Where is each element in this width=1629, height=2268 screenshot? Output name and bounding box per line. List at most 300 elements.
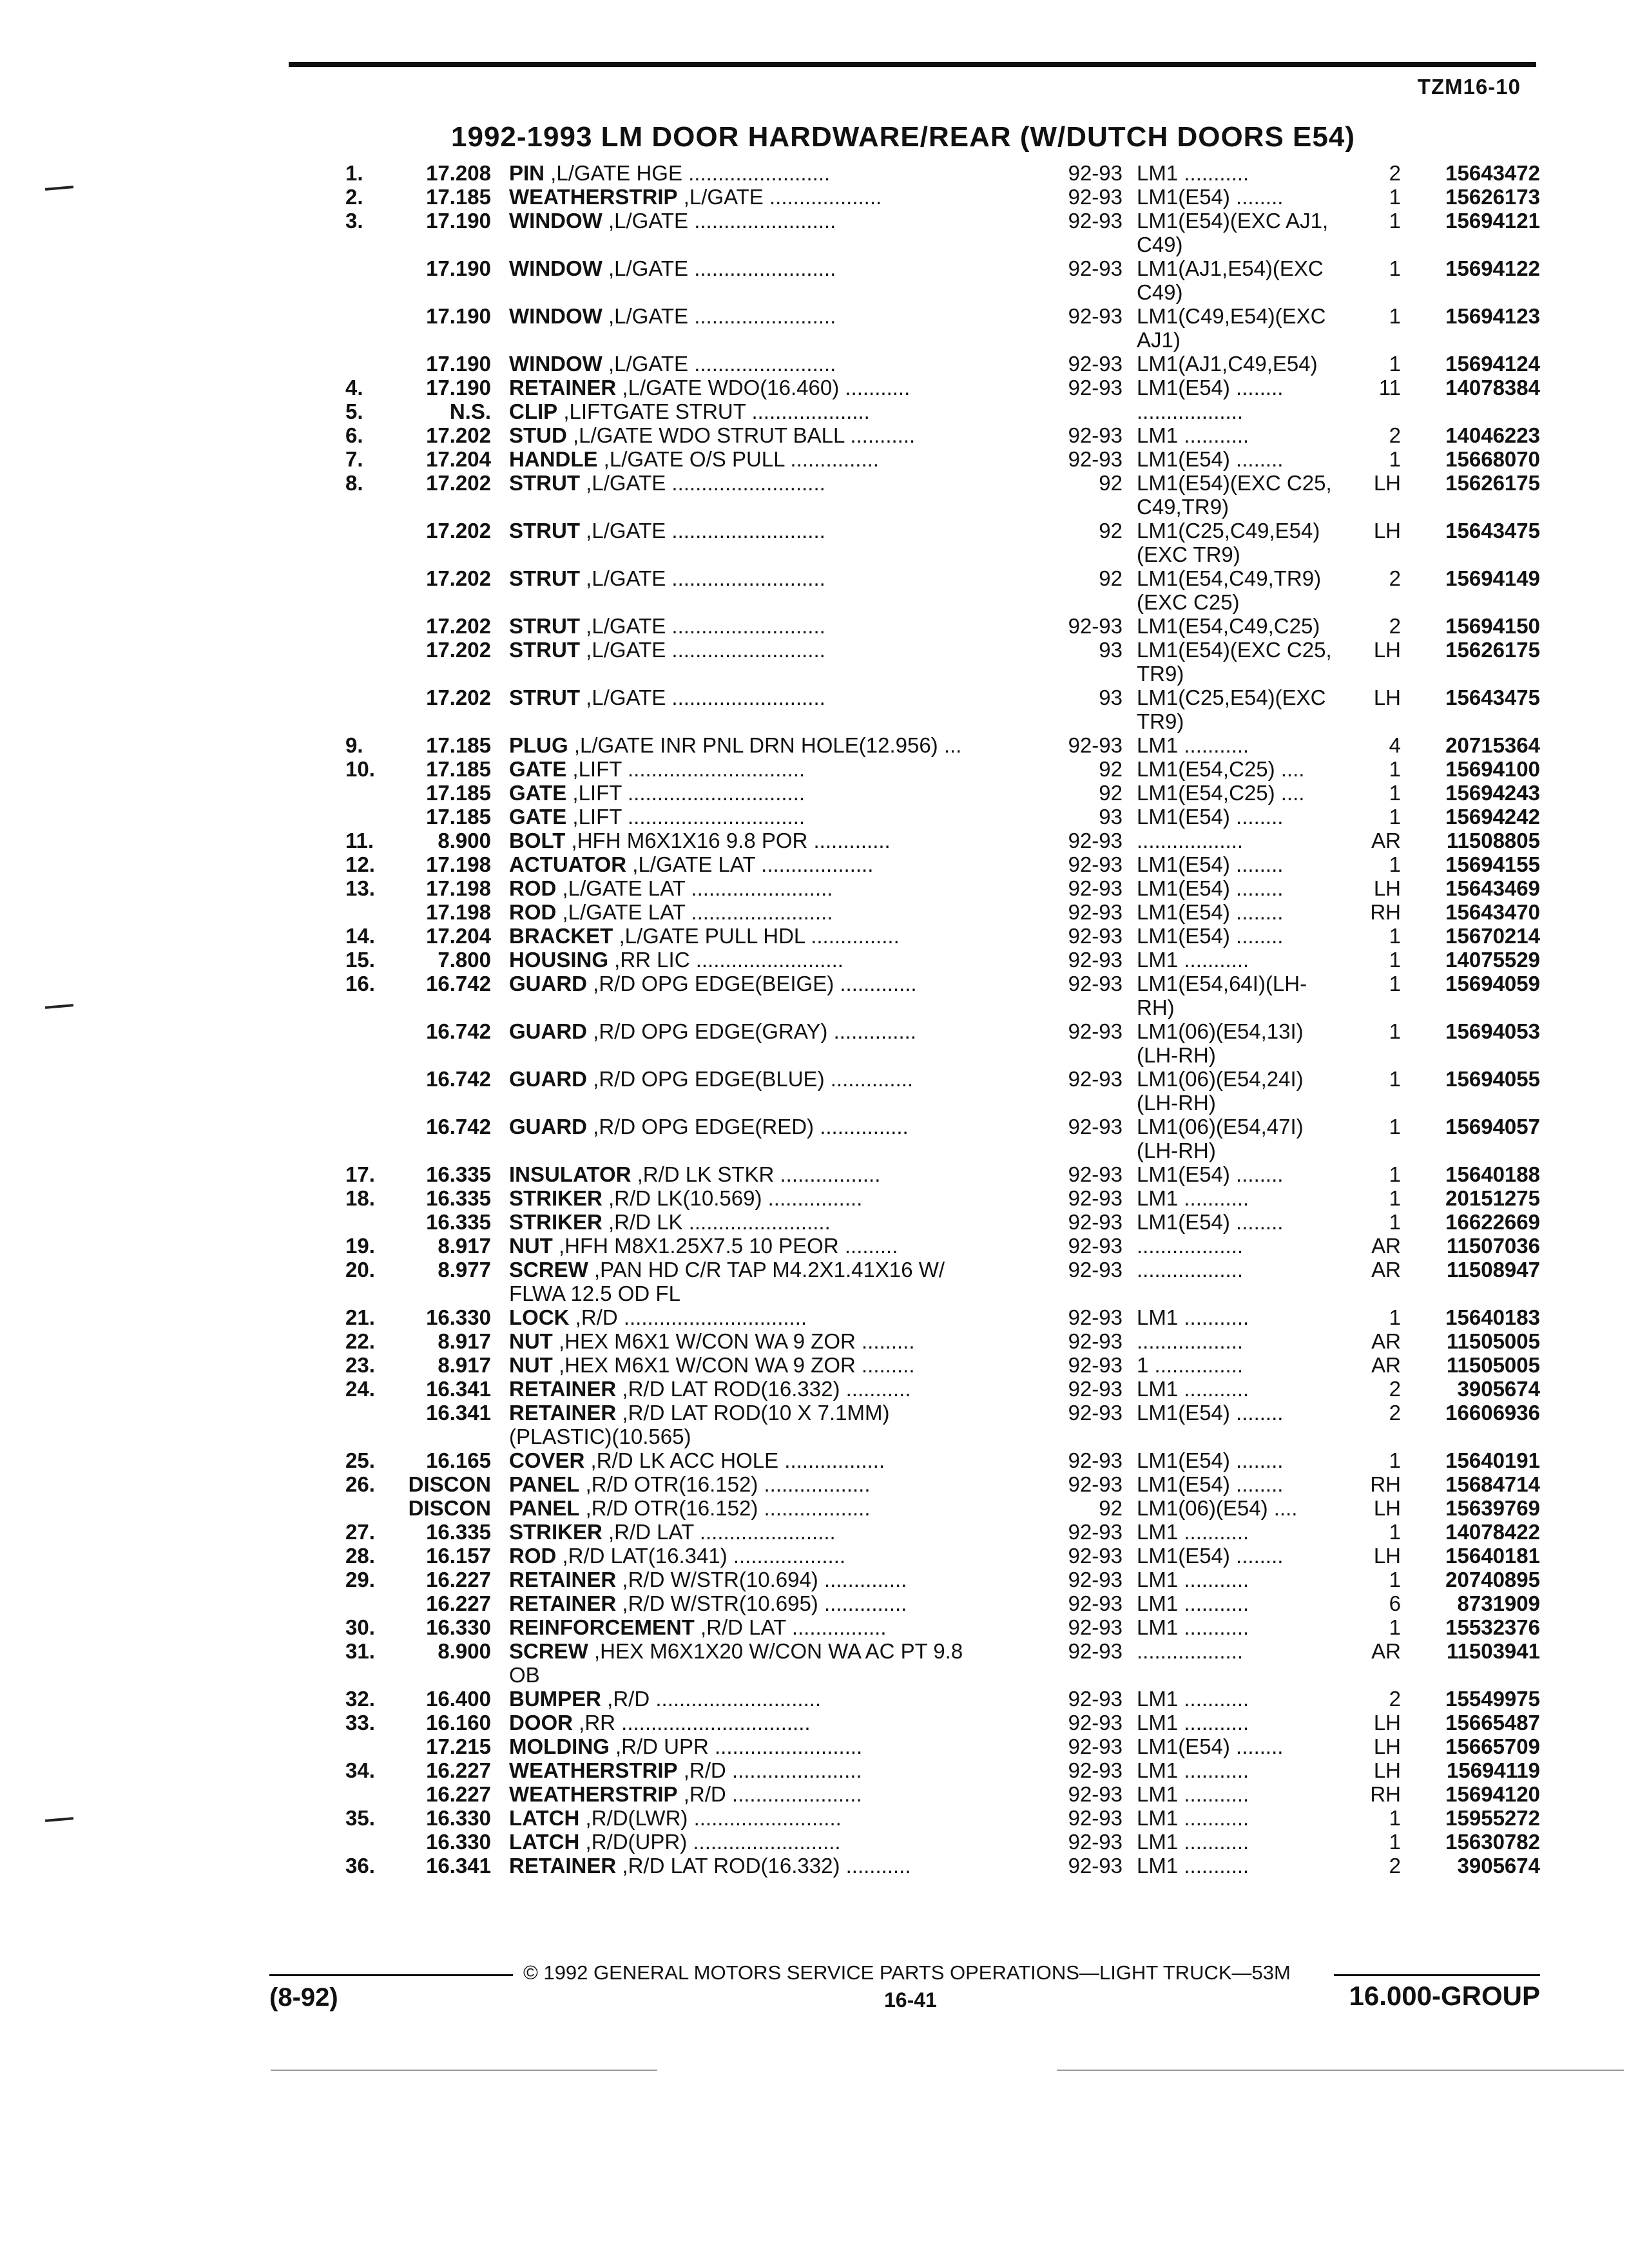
description	[509, 1496, 1025, 1520]
item-number: 27.	[345, 1520, 375, 1544]
part-name: ROD	[509, 876, 557, 900]
part-name: GATE	[509, 757, 567, 781]
description	[509, 1735, 1025, 1758]
part-number: 15668070	[1445, 447, 1540, 471]
item-number: 2.	[345, 185, 363, 209]
group-number-cell: 17.185	[426, 805, 491, 829]
continuation-line: OB	[509, 1663, 540, 1687]
part-number: 15694123	[1445, 304, 1540, 328]
model-year: 92-93	[1068, 352, 1123, 376]
part-number: 15694053	[1445, 1019, 1540, 1043]
part-number: 15630782	[1445, 1830, 1540, 1854]
continuation-line: (EXC C25)	[1137, 590, 1240, 614]
model-year: 92-93	[1068, 1305, 1123, 1329]
model-year: 92	[1099, 781, 1123, 805]
item-number: 36.	[345, 1854, 375, 1878]
model-year: 92-93	[1068, 1854, 1123, 1878]
group-number-cell: 16.227	[426, 1568, 491, 1591]
part-detail: ,R/D LK STKR .................	[631, 1162, 881, 1186]
part-detail: ,LIFTGATE STRUT ....................	[557, 399, 870, 423]
model-year: 92-93	[1068, 1830, 1123, 1854]
model-usage: LM1(E54,C49,TR9)	[1137, 566, 1322, 590]
model-year: 92	[1099, 471, 1123, 495]
item-number: 3.	[345, 209, 363, 233]
model-usage: LM1(06)(E54) ....	[1137, 1496, 1298, 1520]
part-name: PLUG	[509, 733, 568, 757]
quantity: LH	[1373, 1711, 1401, 1735]
quantity: 1	[1389, 1305, 1401, 1329]
group-number-cell: 16.742	[426, 972, 491, 995]
group-number-cell: 17.202	[426, 614, 491, 638]
part-name: REINFORCEMENT	[509, 1615, 695, 1639]
part-name: RETAINER	[509, 1568, 617, 1591]
part-detail: ,L/GATE ........................	[602, 352, 836, 376]
part-name: WINDOW	[509, 352, 602, 376]
quantity: LH	[1373, 1758, 1401, 1782]
group-number-cell: 17.185	[426, 185, 491, 209]
group-number-cell: DISCON	[408, 1472, 491, 1496]
page-code: TZM16-10	[1417, 75, 1521, 99]
part-name: STRUT	[509, 471, 580, 495]
quantity: 1	[1389, 1615, 1401, 1639]
model-usage: LM1(E54) ........	[1137, 447, 1284, 471]
part-name: RETAINER	[509, 376, 617, 399]
part-name: PANEL	[509, 1472, 580, 1496]
group-number-cell: 16.335	[426, 1162, 491, 1186]
description	[509, 686, 1025, 709]
part-name: WEATHERSTRIP	[509, 185, 678, 209]
quantity: RH	[1370, 1472, 1401, 1496]
model-usage: LM1(E54) ........	[1137, 852, 1284, 876]
model-year: 92-93	[1068, 924, 1123, 948]
group-number-cell: 8.900	[438, 829, 491, 852]
model-usage: LM1 ...........	[1137, 1711, 1249, 1735]
group-number-cell: 16.341	[426, 1401, 491, 1425]
continuation-line: C49)	[1137, 280, 1183, 304]
item-number: 33.	[345, 1711, 375, 1735]
description	[509, 1448, 1025, 1472]
description	[509, 1353, 1025, 1377]
group-number-cell: 17.202	[426, 566, 491, 590]
model-year: 92-93	[1068, 1758, 1123, 1782]
quantity: 1	[1389, 757, 1401, 781]
model-usage: LM1(E54)(EXC C25,	[1137, 471, 1332, 495]
part-name: RETAINER	[509, 1854, 617, 1878]
continuation-line: AJ1)	[1137, 328, 1181, 352]
model-year: 92-93	[1068, 1186, 1123, 1210]
part-detail: ,LIFT ..............................	[566, 805, 805, 829]
model-year: 92-93	[1068, 1568, 1123, 1591]
model-usage: LM1(E54) ........	[1137, 185, 1284, 209]
item-number: 29.	[345, 1568, 375, 1591]
description	[509, 781, 1025, 805]
group-number: 16.000-GROUP	[1349, 1981, 1540, 2011]
part-name: HANDLE	[509, 447, 598, 471]
model-usage: LM1(AJ1,E54)(EXC	[1137, 256, 1324, 280]
continuation-line: (LH-RH)	[1137, 1043, 1216, 1067]
group-number-cell: 16.227	[426, 1758, 491, 1782]
group-number-cell: 17.202	[426, 686, 491, 709]
model-usage: LM1(E54) ........	[1137, 1162, 1284, 1186]
quantity: 1	[1389, 1067, 1401, 1091]
part-detail: ,L/GATE ........................	[602, 256, 836, 280]
model-year: 92-93	[1068, 1162, 1123, 1186]
part-name: GUARD	[509, 972, 587, 995]
model-usage: LM1 ...........	[1137, 1377, 1249, 1401]
part-detail: ,R/D ...............................	[569, 1305, 807, 1329]
page-title: 1992-1993 LM DOOR HARDWARE/REAR (W/DUTCH DOORS E54)	[451, 121, 1355, 153]
model-year: 92-93	[1068, 376, 1123, 399]
part-detail: ,R/D W/STR(10.694) ..............	[616, 1568, 907, 1591]
part-name: COVER	[509, 1448, 585, 1472]
model-usage: LM1(E54,64I)(LH-	[1137, 972, 1307, 995]
part-detail: ,RR ................................	[573, 1711, 811, 1735]
part-number: 14078422	[1445, 1520, 1540, 1544]
part-name: SCREW	[509, 1639, 588, 1663]
part-name: GUARD	[509, 1067, 587, 1091]
group-number-cell: 17.202	[426, 519, 491, 543]
part-detail: ,R/D LAT ................	[694, 1615, 887, 1639]
model-year: 92-93	[1068, 304, 1123, 328]
model-usage: LM1 ...........	[1137, 733, 1249, 757]
part-number: 16622669	[1445, 1210, 1540, 1234]
item-number: 25.	[345, 1448, 375, 1472]
quantity: 2	[1389, 423, 1401, 447]
part-number: 15643470	[1445, 900, 1540, 924]
scan-artifact-line	[1057, 2070, 1624, 2071]
description	[509, 1162, 1025, 1186]
continuation-line: C49,TR9)	[1137, 495, 1229, 519]
description	[509, 209, 1025, 233]
part-name: HOUSING	[509, 948, 609, 972]
part-name: RETAINER	[509, 1377, 617, 1401]
part-detail: ,LIFT ..............................	[566, 757, 805, 781]
quantity: AR	[1371, 1639, 1401, 1663]
model-usage: LM1 ...........	[1137, 161, 1249, 185]
part-detail: ,R/D(UPR) .........................	[579, 1830, 841, 1854]
quantity: 1	[1389, 1520, 1401, 1544]
part-number: 15670214	[1445, 924, 1540, 948]
description	[509, 1329, 1025, 1353]
group-number-cell: DISCON	[408, 1496, 491, 1520]
continuation-line: (PLASTIC)(10.565)	[509, 1425, 691, 1448]
part-number: 15626175	[1445, 638, 1540, 662]
part-number: 15694120	[1445, 1782, 1540, 1806]
part-detail: ,HEX M6X1 W/CON WA 9 ZOR .........	[552, 1353, 915, 1377]
group-number-cell: 16.742	[426, 1115, 491, 1139]
item-number: 21.	[345, 1305, 375, 1329]
model-usage: 1 ...............	[1137, 1353, 1244, 1377]
description	[509, 829, 1025, 852]
quantity: 1	[1389, 924, 1401, 948]
part-detail: ,R/D(LWR) .........................	[579, 1806, 842, 1830]
part-number: 15694124	[1445, 352, 1540, 376]
model-year: 92-93	[1068, 1448, 1123, 1472]
model-usage: ..................	[1137, 1258, 1244, 1282]
part-detail: ,RR LIC .........................	[608, 948, 843, 972]
part-name: WINDOW	[509, 304, 602, 328]
model-year: 92-93	[1068, 1782, 1123, 1806]
part-number: 15643469	[1445, 876, 1540, 900]
model-year: 92	[1099, 519, 1123, 543]
model-usage: LM1(E54,C49,C25)	[1137, 614, 1320, 638]
model-year: 93	[1099, 686, 1123, 709]
model-year: 92-93	[1068, 1210, 1123, 1234]
group-number-cell: 17.190	[426, 304, 491, 328]
part-number: 15643475	[1445, 686, 1540, 709]
part-detail: ,R/D LAT .......................	[602, 1520, 836, 1544]
part-number: 15639769	[1445, 1496, 1540, 1520]
item-number: 8.	[345, 471, 363, 495]
description	[509, 1115, 1025, 1139]
part-name: WINDOW	[509, 256, 602, 280]
footer-date: (8-92)	[269, 1983, 338, 2012]
part-detail: ,L/GATE ..........................	[580, 638, 825, 662]
description	[509, 1830, 1025, 1854]
part-detail: ,L/GATE LAT ........................	[556, 876, 833, 900]
model-year: 92-93	[1068, 256, 1123, 280]
group-number-cell: 17.185	[426, 733, 491, 757]
description	[509, 1806, 1025, 1830]
part-name: WINDOW	[509, 209, 602, 233]
model-usage: ..................	[1137, 1329, 1244, 1353]
model-usage: LM1(E54) ........	[1137, 1735, 1284, 1758]
model-year: 92-93	[1068, 1019, 1123, 1043]
part-name: ACTUATOR	[509, 852, 627, 876]
part-detail: ,HEX M6X1 W/CON WA 9 ZOR .........	[552, 1329, 915, 1353]
part-detail: ,L/GATE HGE ........................	[545, 161, 831, 185]
model-usage: LM1(E54)(EXC C25,	[1137, 638, 1332, 662]
part-name: PIN	[509, 161, 545, 185]
model-year: 93	[1099, 805, 1123, 829]
group-number-cell: 16.330	[426, 1830, 491, 1854]
part-detail: ,L/GATE INR PNL DRN HOLE(12.956) ...	[568, 733, 962, 757]
quantity: 1	[1389, 1448, 1401, 1472]
quantity: 1	[1389, 972, 1401, 995]
item-number: 26.	[345, 1472, 375, 1496]
group-number-cell: 16.330	[426, 1615, 491, 1639]
description	[509, 614, 1025, 638]
group-number-cell: N.S.	[449, 399, 491, 423]
model-usage: ..................	[1137, 1639, 1244, 1663]
part-detail: ,R/D ......................	[677, 1782, 862, 1806]
quantity: AR	[1371, 829, 1401, 852]
group-number-cell: 17.204	[426, 924, 491, 948]
model-year: 92-93	[1068, 209, 1123, 233]
model-year: 92-93	[1068, 1353, 1123, 1377]
part-name: RETAINER	[509, 1401, 617, 1425]
model-usage: LM1(C49,E54)(EXC	[1137, 304, 1326, 328]
continuation-line: (LH-RH)	[1137, 1139, 1216, 1162]
part-name: INSULATOR	[509, 1162, 631, 1186]
description	[509, 1639, 1025, 1663]
group-number-cell: 17.185	[426, 781, 491, 805]
group-number-cell: 17.190	[426, 376, 491, 399]
part-number: 15694100	[1445, 757, 1540, 781]
part-name: NUT	[509, 1329, 553, 1353]
model-usage: LM1 ...........	[1137, 1186, 1249, 1210]
description	[509, 161, 1025, 185]
group-number-cell: 16.400	[426, 1687, 491, 1711]
part-name: LATCH	[509, 1806, 580, 1830]
model-usage: LM1(E54) ........	[1137, 376, 1284, 399]
description	[509, 1782, 1025, 1806]
model-usage: LM1(E54) ........	[1137, 1401, 1284, 1425]
part-detail: ,LIFT ..............................	[566, 781, 805, 805]
description	[509, 852, 1025, 876]
part-name: LOCK	[509, 1305, 570, 1329]
part-name: BUMPER	[509, 1687, 602, 1711]
group-number-cell: 16.335	[426, 1210, 491, 1234]
scan-artifact-line	[271, 2070, 657, 2071]
continuation-line: (EXC TR9)	[1137, 543, 1240, 566]
description	[509, 1520, 1025, 1544]
part-name: STUD	[509, 423, 567, 447]
part-number: 14075529	[1445, 948, 1540, 972]
description	[509, 1472, 1025, 1496]
quantity: LH	[1373, 471, 1401, 495]
footer-copyright: © 1992 GENERAL MOTORS SERVICE PARTS OPERATIONS—LIGHT TRUCK—53M	[523, 1961, 1291, 1984]
model-usage: LM1 ...........	[1137, 1520, 1249, 1544]
description	[509, 376, 1025, 399]
quantity: 1	[1389, 1806, 1401, 1830]
part-number: 15665709	[1445, 1735, 1540, 1758]
part-number: 15694243	[1445, 781, 1540, 805]
model-usage: ..................	[1137, 399, 1244, 423]
model-usage: LM1 ...........	[1137, 1758, 1249, 1782]
description	[509, 972, 1025, 995]
quantity: 2	[1389, 566, 1401, 590]
part-name: MOLDING	[509, 1735, 610, 1758]
quantity: AR	[1371, 1234, 1401, 1258]
model-year: 92-93	[1068, 1806, 1123, 1830]
group-number-cell: 17.202	[426, 638, 491, 662]
model-usage: LM1(E54) ........	[1137, 876, 1284, 900]
group-number-cell: 16.160	[426, 1711, 491, 1735]
part-name: BOLT	[509, 829, 566, 852]
part-name: RETAINER	[509, 1591, 617, 1615]
description	[509, 1234, 1025, 1258]
part-name: STRUT	[509, 614, 580, 638]
item-number: 4.	[345, 376, 363, 399]
item-number: 5.	[345, 399, 363, 423]
item-number: 13.	[345, 876, 375, 900]
part-number: 3905674	[1457, 1854, 1540, 1878]
model-usage: ..................	[1137, 829, 1244, 852]
quantity: 1	[1389, 1162, 1401, 1186]
part-number: 15694055	[1445, 1067, 1540, 1091]
description	[509, 757, 1025, 781]
description	[509, 1305, 1025, 1329]
group-number-cell: 8.917	[438, 1353, 491, 1377]
description	[509, 423, 1025, 447]
description	[509, 733, 1025, 757]
part-number: 15665487	[1445, 1711, 1540, 1735]
model-year: 92-93	[1068, 1711, 1123, 1735]
part-detail: ,R/D ............................	[601, 1687, 822, 1711]
model-year: 92	[1099, 757, 1123, 781]
model-year: 92-93	[1068, 1520, 1123, 1544]
group-number-cell: 8.900	[438, 1639, 491, 1663]
part-name: ROD	[509, 900, 557, 924]
model-usage: LM1 ...........	[1137, 423, 1249, 447]
description	[509, 566, 1025, 590]
part-name: DOOR	[509, 1711, 573, 1735]
description	[509, 876, 1025, 900]
item-number: 18.	[345, 1186, 375, 1210]
part-number: 20151275	[1445, 1186, 1540, 1210]
part-detail: ,R/D OPG EDGE(RED) ...............	[587, 1115, 909, 1139]
margin-mark	[45, 1817, 73, 1822]
model-year: 92-93	[1068, 948, 1123, 972]
model-usage: LM1 ...........	[1137, 1615, 1249, 1639]
quantity: 1	[1389, 852, 1401, 876]
quantity: AR	[1371, 1353, 1401, 1377]
model-usage: LM1(E54) ........	[1137, 805, 1284, 829]
description	[509, 399, 1025, 423]
group-number-cell: 17.185	[426, 757, 491, 781]
quantity: 1	[1389, 185, 1401, 209]
part-number: 15694149	[1445, 566, 1540, 590]
part-number: 15684714	[1445, 1472, 1540, 1496]
group-number-cell: 17.198	[426, 852, 491, 876]
quantity: AR	[1371, 1329, 1401, 1353]
quantity: 1	[1389, 805, 1401, 829]
quantity: LH	[1373, 519, 1401, 543]
description	[509, 1019, 1025, 1043]
quantity: 1	[1389, 1568, 1401, 1591]
part-number: 15643475	[1445, 519, 1540, 543]
model-year: 92-93	[1068, 1067, 1123, 1091]
item-number: 6.	[345, 423, 363, 447]
footer-rule-left	[269, 1974, 513, 1976]
group-number-cell: 17.208	[426, 161, 491, 185]
part-detail: ,R/D LK ........................	[602, 1210, 831, 1234]
part-detail: ,L/GATE O/S PULL ...............	[597, 447, 879, 471]
quantity: LH	[1373, 686, 1401, 709]
part-detail: ,HFH M8X1.25X7.5 10 PEOR .........	[552, 1234, 898, 1258]
item-number: 34.	[345, 1758, 375, 1782]
group-number-cell: 16.165	[426, 1448, 491, 1472]
group-number-cell: 16.335	[426, 1520, 491, 1544]
item-number: 19.	[345, 1234, 375, 1258]
part-number: 15626173	[1445, 185, 1540, 209]
model-usage: LM1(E54) ........	[1137, 900, 1284, 924]
model-year: 92-93	[1068, 852, 1123, 876]
item-number: 10.	[345, 757, 375, 781]
continuation-line: FLWA 12.5 OD FL	[509, 1282, 680, 1305]
group-number-cell: 16.227	[426, 1591, 491, 1615]
quantity: 2	[1389, 1377, 1401, 1401]
part-name: ROD	[509, 1544, 557, 1568]
part-detail: ,L/GATE PULL HDL ...............	[613, 924, 900, 948]
group-number-cell: 17.190	[426, 256, 491, 280]
description	[509, 1067, 1025, 1091]
quantity: 1	[1389, 1186, 1401, 1210]
part-number: 15694150	[1445, 614, 1540, 638]
model-year: 92-93	[1068, 1615, 1123, 1639]
model-year: 92-93	[1068, 423, 1123, 447]
quantity: LH	[1373, 1735, 1401, 1758]
item-number: 15.	[345, 948, 375, 972]
item-number: 22.	[345, 1329, 375, 1353]
description	[509, 1186, 1025, 1210]
model-usage: LM1 ...........	[1137, 1830, 1249, 1854]
part-detail: ,L/GATE ..........................	[580, 519, 825, 543]
continuation-line: (LH-RH)	[1137, 1091, 1216, 1115]
description	[509, 256, 1025, 280]
model-usage: LM1(E54) ........	[1137, 924, 1284, 948]
